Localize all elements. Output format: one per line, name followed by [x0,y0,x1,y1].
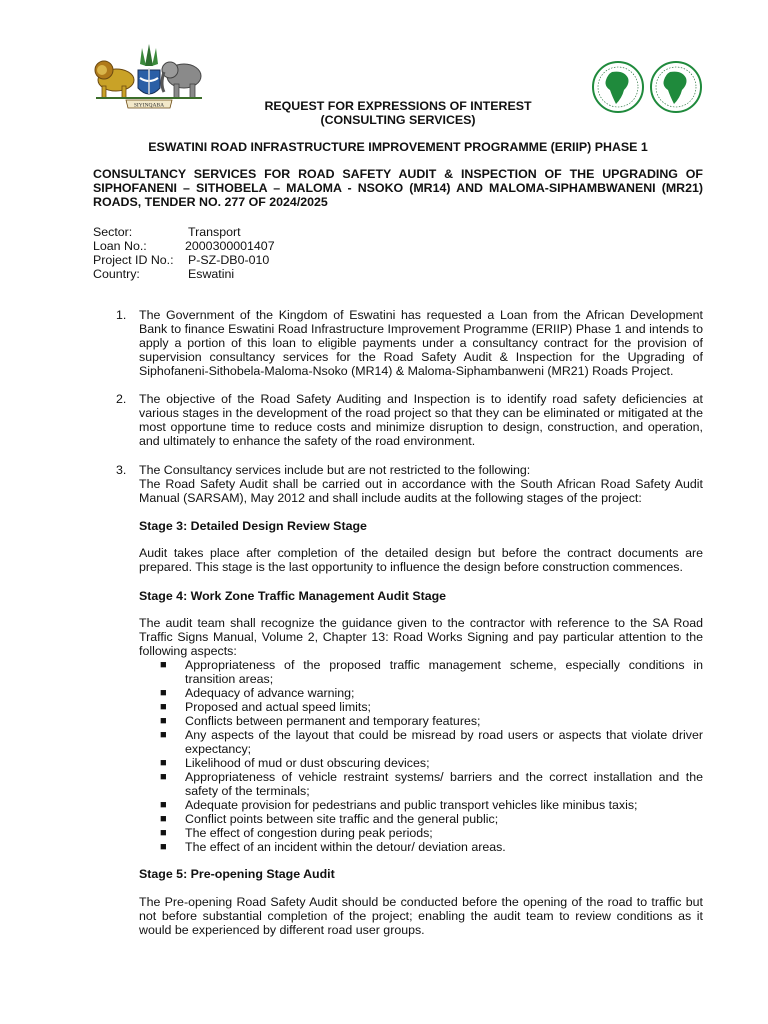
bullet-icon: ■ [160,715,167,727]
list-item: ■ Appropriateness of vehicle restraint systems/ barriers and the correct installation and the safety of the terminals; [160,770,703,798]
bullet-icon: ■ [160,659,167,671]
list-item: ■ Conflict points between site traffic and the general public; [160,812,499,826]
lion-icon [95,61,134,98]
meta-label: Country: [93,267,140,281]
coat-of-arms-motto: SIYINQABA [133,102,165,109]
consultancy-title: CONSULTANCY SERVICES FOR ROAD SAFETY AUDIT & INSPECTION OF THE UPGRADING OF SIPHOFANENI – SITHOBELA – MALOMA - NSOKO (MR14) AND MALOMA-SIPHAMBWANENI (MR21) ROADS, TENDER NO. 277 OF 2024/2025 [93,167,703,209]
meta-value: Eswatini [188,267,235,281]
paragraph-number: 2. [116,392,127,406]
programme-heading: ESWATINI ROAD INFRASTRUCTURE IMPROVEMENT PROGRAMME (ERIIP) PHASE 1 [148,140,648,154]
list-item: ■ Adequate provision for pedestrians and public transport vehicles like minibus taxis; [160,798,638,812]
bullet-icon: ■ [160,687,167,699]
meta-row-loan [93,239,393,253]
list-item: ■ Proposed and actual speed limits; [160,700,371,714]
paragraph-1: The Government of the Kingdom of Eswatini has requested a Loan from the African Development Bank to finance Eswatini Road Infrastructure Improvement Programme (ERIIP) Phase 1 and intends to apply a portion of this loan to eligible payments under a consultancy contract for the provision of supervision consultancy services for the Road Safety Audit & Inspection for the Upgrading of Siphofaneni-Sithobela-Maloma-Nsoko (MR14) & Maloma-Siphambanweni (MR21) Roads Project. [139,308,703,378]
list-item: ■ Likelihood of mud or dust obscuring devices; [160,756,430,770]
stage3-heading: Stage 3: Detailed Design Review Stage [139,519,367,533]
stage5-heading: Stage 5: Pre-opening Stage Audit [139,867,335,881]
meta-label: Sector: [93,225,133,239]
bullet-icon: ■ [160,799,167,811]
bullet-icon: ■ [160,813,167,825]
paragraph-3-body: The Road Safety Audit shall be carried out in accordance with the South African Road Safety Audit Manual (SARSAM), May 2012 and shall include audits at the following stages of the project: [139,477,703,505]
meta-label: Loan No.: [93,239,147,253]
list-item: ■ Conflicts between permanent and temporary features; [160,714,481,728]
stage4-aspects-list [139,658,703,854]
meta-row-project-id [93,253,393,267]
meta-value: Transport [188,225,241,239]
bullet-icon: ■ [160,841,167,853]
plume-icon [140,44,158,66]
meta-row-country [93,267,393,281]
meta-value: P-SZ-DB0-010 [188,253,270,267]
paragraph-number: 1. [116,308,127,322]
meta-value: 2000300001407 [185,239,275,253]
stage5-text: The Pre-opening Road Safety Audit should be conducted before the opening of the road to traffic but not before substantial completion of the project; enabling the audit team to review conditions as it would be experienced by different road user groups. [139,895,703,937]
list-item: ■ The effect of congestion during peak periods; [160,826,433,840]
elephant-icon [162,62,201,98]
bullet-icon: ■ [160,757,167,769]
request-heading-line1: REQUEST FOR EXPRESSIONS OF INTEREST [264,99,532,113]
list-item: ■ Any aspects of the layout that could be misread by road users or aspects that violate driver expectancy; [160,728,703,756]
request-heading-line2: (CONSULTING SERVICES) [320,113,476,127]
list-item: ■ Adequacy of advance warning; [160,686,355,700]
stage3-text: Audit takes place after completion of the detailed design but before the contract documents are prepared. This stage is the last opportunity to influence the design before construction commences. [139,546,703,574]
list-item: ■ The effect of an incident within the detour/ deviation areas. [160,840,506,854]
bullet-icon: ■ [160,827,167,839]
stage4-heading: Stage 4: Work Zone Traffic Management Audit Stage [139,589,447,603]
list-item: ■ Appropriateness of the proposed traffic management scheme, especially conditions in transition areas; [160,658,703,686]
paragraph-3-intro: The Consultancy services include but are not restricted to the following: [139,463,531,477]
meta-label: Project ID No.: [93,253,174,267]
shield-icon [138,68,160,94]
paragraph-2: The objective of the Road Safety Auditing and Inspection is to identify road safety deficiencies at various stages in the development of the road project so that they can be eliminated or mitigated at the most opportune time to reduce costs and minimize disruption to design, construction, and operation, and ultimately to enhance the safety of the road environment. [139,392,703,448]
bullet-icon: ■ [160,701,167,713]
bullet-icon: ■ [160,771,167,783]
bullet-icon: ■ [160,729,167,741]
project-meta [93,225,393,281]
paragraph-number: 3. [116,463,127,477]
meta-row-sector [93,225,393,239]
request-heading [93,99,703,127]
stage4-text: The audit team shall recognize the guidance given to the contractor with reference to the SA Road Traffic Signs Manual, Volume 2, Chapter 13: Road Works Signing and pay particular attention to the following aspects: [139,616,703,658]
